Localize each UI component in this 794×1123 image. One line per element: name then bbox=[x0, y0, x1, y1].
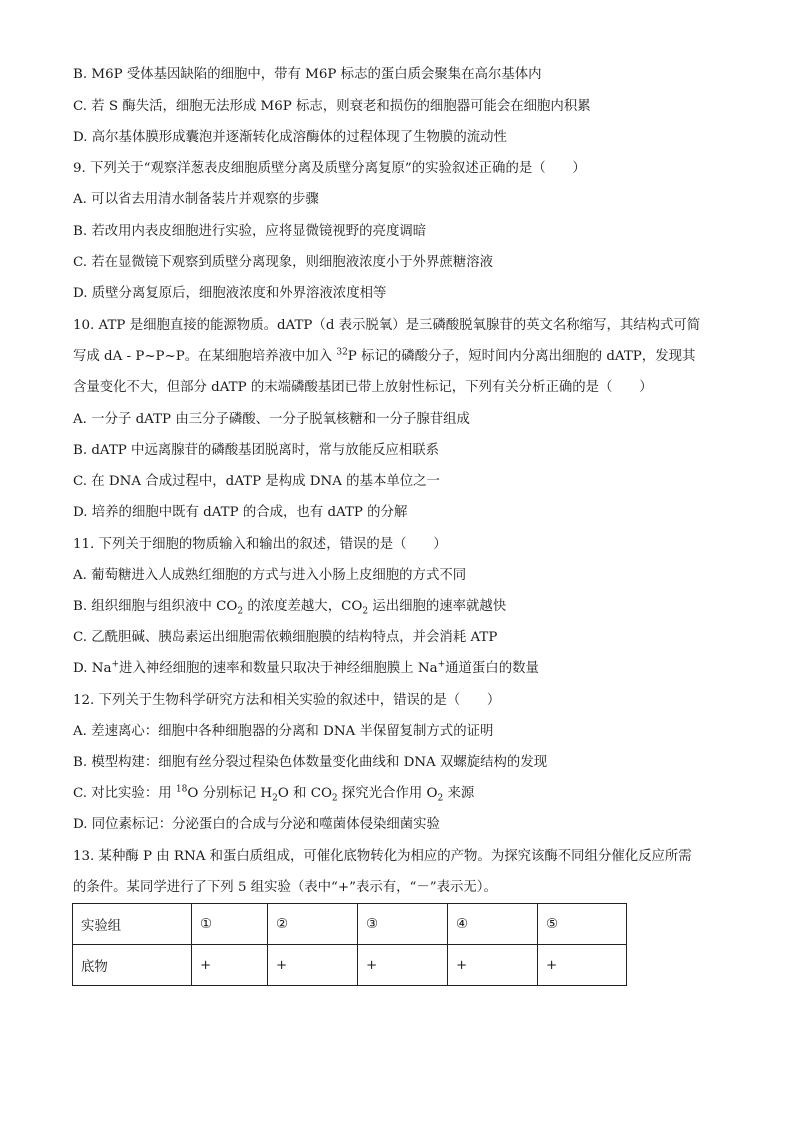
table-cell: + bbox=[192, 945, 268, 986]
option-10c: C. 在 DNA 合成过程中，dATP 是构成 DNA 的基本单位之一 bbox=[73, 474, 440, 489]
option-11c: C. 乙酰胆碱、胰岛素运出细胞需依赖细胞膜的结构特点，并会消耗 ATP bbox=[73, 630, 498, 645]
option-10b: B. dATP 中远离腺苷的磷酸基团脱离时，常与放能反应相联系 bbox=[73, 443, 440, 458]
table-row bbox=[73, 945, 627, 986]
table-cell: + bbox=[538, 945, 627, 986]
question-10-line-3: 含量变化不大，但部分 dATP 的末端磷酸基团已带上放射性标记，下列有关分析正确的是（ ） bbox=[73, 380, 653, 395]
option-12c: C. 对比实验：用 $^{18}$O 分别标记 $H_2O$ 和 $CO_2$ 探究光合作用 $O_2$ 来源 bbox=[73, 784, 475, 804]
question-13-line-2: 的条件。某同学进行了下列 5 组实验（表中“+”表示有，“－”表示无）。 bbox=[73, 880, 497, 895]
table-cell: + bbox=[448, 945, 538, 986]
table-header-cell: ⑤ bbox=[538, 904, 627, 945]
table-cell: + bbox=[358, 945, 448, 986]
option-8b: B. M6P 受体基因缺陷的细胞中，带有 M6P 标志的蛋白质会聚集在高尔基体内 bbox=[73, 67, 542, 82]
question-10-line-2: 写成 dA - P~P~P。在某细胞培养液中加入 $^{32}$P 标记的磷酸分子，短时间内分离出细胞的 dATP，发现其 bbox=[73, 347, 696, 364]
option-12b: B. 模型构建：细胞有丝分裂过程染色体数量变化曲线和 DNA 双螺旋结构的发现 bbox=[73, 755, 548, 770]
question-9: 9. 下列关于“观察洋葱表皮细胞质壁分离及质壁分离复原”的实验叙述正确的是（ ） bbox=[73, 161, 586, 176]
option-11a: A. 葡萄糖进入人成熟红细胞的方式与进入小肠上皮细胞的方式不同 bbox=[73, 568, 467, 583]
option-9b: B. 若改用内表皮细胞进行实验，应将显微镜视野的亮度调暗 bbox=[73, 224, 427, 239]
table-header-cell: ① bbox=[192, 904, 268, 945]
table-cell: + bbox=[268, 945, 358, 986]
option-12d: D. 同位素标记：分泌蛋白的合成与分泌和噬菌体侵染细菌实验 bbox=[73, 817, 440, 832]
option-9a: A. 可以省去用清水制备装片并观察的步骤 bbox=[73, 192, 319, 207]
table-cell: 底物 bbox=[73, 945, 192, 986]
table-header-cell: ② bbox=[268, 904, 358, 945]
option-8c: C. 若 S 酶失活，细胞无法形成 M6P 标志，则衰老和损伤的细胞器可能会在细胞内积累 bbox=[73, 99, 591, 114]
option-11b: B. 组织细胞与组织液中 $CO_2$ 的浓度差越大，$CO_2$ 运出细胞的速率就越快 bbox=[73, 599, 507, 617]
option-9c: C. 若在显微镜下观察到质壁分离现象，则细胞液浓度小于外界蔗糖溶液 bbox=[73, 255, 493, 270]
option-11d: D. Na+进入神经细胞的速率和数量只取决于神经细胞膜上 Na+通道蛋白的数量 bbox=[73, 659, 539, 676]
question-12: 12. 下列关于生物科学研究方法和相关实验的叙述中，错误的是（ ） bbox=[73, 693, 501, 708]
option-9d: D. 质壁分离复原后，细胞液浓度和外界溶液浓度相等 bbox=[73, 286, 387, 301]
table-header-cell: ④ bbox=[448, 904, 538, 945]
option-10a: A. 一分子 dATP 由三分子磷酸、一分子脱氧核糖和一分子腺苷组成 bbox=[73, 412, 470, 427]
option-12a: A. 差速离心：细胞中各种细胞器的分离和 DNA 半保留复制方式的证明 bbox=[73, 724, 494, 739]
table-header-cell: ③ bbox=[358, 904, 448, 945]
table-header-row bbox=[73, 904, 627, 945]
question-13-line-1: 13. 某种酶 P 由 RNA 和蛋白质组成，可催化底物转化为相应的产物。为探究该酶不同组分催化反应所需 bbox=[73, 849, 692, 864]
question-11: 11. 下列关于细胞的物质输入和输出的叙述，错误的是（ ） bbox=[73, 537, 447, 552]
table-header-cell: 实验组 bbox=[73, 904, 192, 945]
option-8d: D. 高尔基体膜形成囊泡并逐渐转化成溶酶体的过程体现了生物膜的流动性 bbox=[73, 130, 507, 145]
question-10-line-1: 10. ATP 是细胞直接的能源物质。dATP（d 表示脱氧）是三磷酸脱氧腺苷的英文名称缩写，其结构式可简 bbox=[73, 318, 701, 333]
option-10d: D. 培养的细胞中既有 dATP 的合成，也有 dATP 的分解 bbox=[73, 505, 408, 520]
experiment-table bbox=[72, 903, 627, 986]
